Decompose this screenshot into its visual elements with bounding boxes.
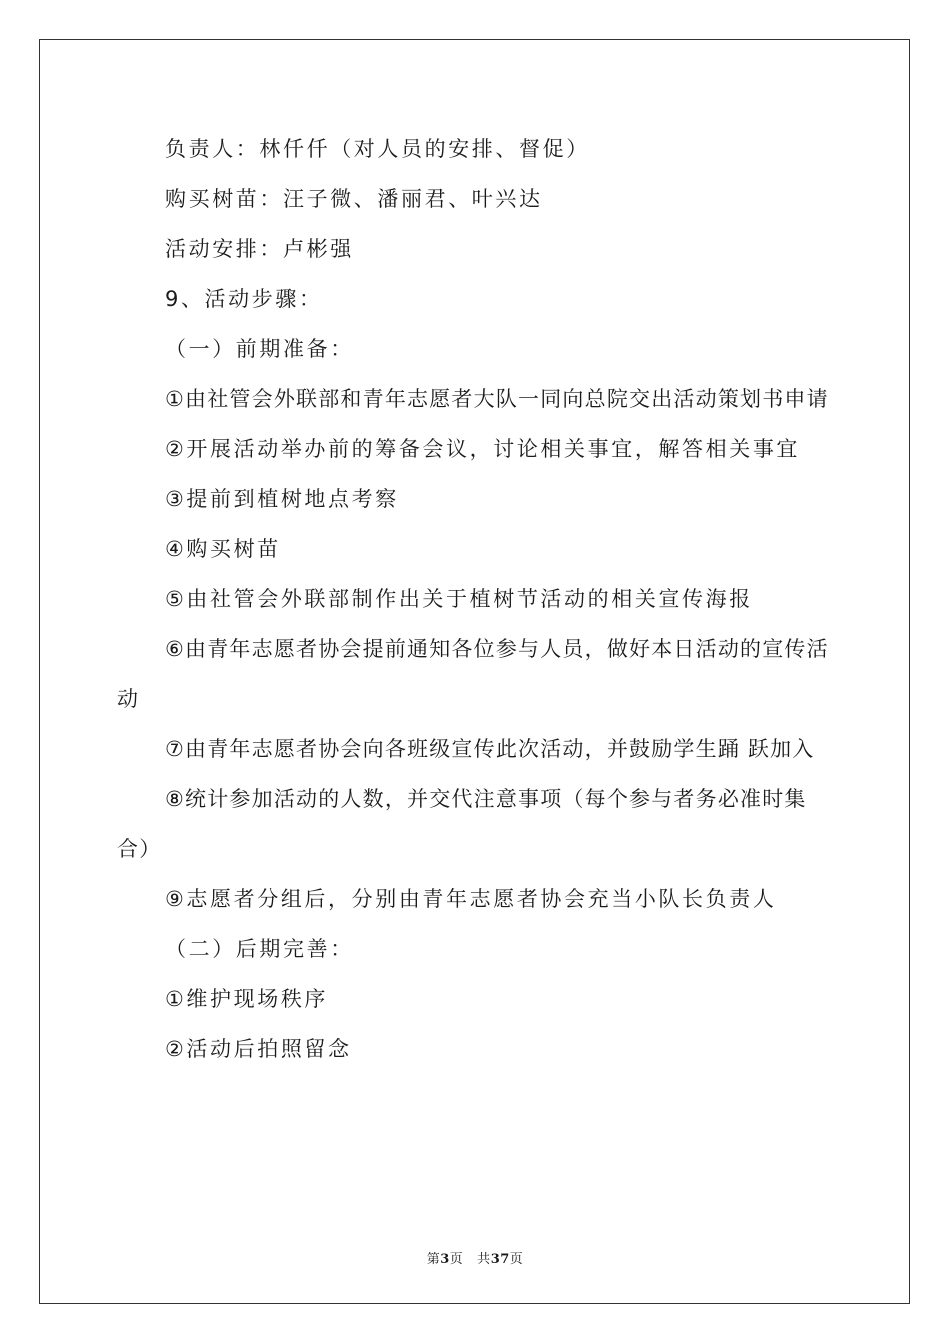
paragraph-person-in-charge: 负责人：林仟仟（对人员的安排、督促） <box>165 137 590 161</box>
list-item-followup-1: ①维护现场秩序 <box>165 987 329 1011</box>
paragraph-buy-saplings: 购买树苗：汪子微、潘丽君、叶兴达 <box>165 187 543 211</box>
footer-total-prefix: 共 <box>477 1252 491 1267</box>
footer-current-page: 3 <box>440 1252 450 1267</box>
subsection-heading-preparation: （一）前期准备： <box>165 337 354 361</box>
list-item-step-6: ⑥由青年志愿者协会提前通知各位参与人员，做好本日活动的宣传活动 <box>117 637 829 711</box>
footer-page-unit: 页 <box>449 1252 464 1267</box>
list-item-step-3: ③提前到植树地点考察 <box>165 487 399 511</box>
page-number-footer <box>0 1248 950 1267</box>
list-item-step-7: ⑦由青年志愿者协会向各班级宣传此次活动，并鼓励学生踊 跃加入 <box>165 737 815 761</box>
list-item-step-5: ⑤由社管会外联部制作出关于植树节活动的相关宣传海报 <box>165 587 753 611</box>
footer-total-pages: 37 <box>490 1252 510 1267</box>
list-item-step-9: ⑨志愿者分组后，分别由青年志愿者协会充当小队长负责人 <box>165 887 777 911</box>
paragraph-activity-arrangement: 活动安排：卢彬强 <box>165 237 354 261</box>
list-item-followup-2: ②活动后拍照留念 <box>165 1037 352 1061</box>
section-heading-activity-steps: 9、活动步骤： <box>165 287 323 311</box>
document-body <box>117 124 837 1074</box>
list-item-step-2: ②开展活动举办前的筹备会议，讨论相关事宜，解答相关事宜 <box>165 437 801 461</box>
footer-prefix: 第 <box>426 1252 441 1267</box>
subsection-heading-follow-up: （二）后期完善： <box>165 937 354 961</box>
list-item-step-8: ⑧统计参加活动的人数，并交代注意事项（每个参与者务必准时集合） <box>117 787 807 861</box>
list-item-step-1: ①由社管会外联部和青年志愿者大队一同向总院交出活动策划书申请 <box>165 387 829 411</box>
list-item-step-4: ④购买树苗 <box>165 537 281 561</box>
footer-total-unit: 页 <box>509 1252 524 1267</box>
